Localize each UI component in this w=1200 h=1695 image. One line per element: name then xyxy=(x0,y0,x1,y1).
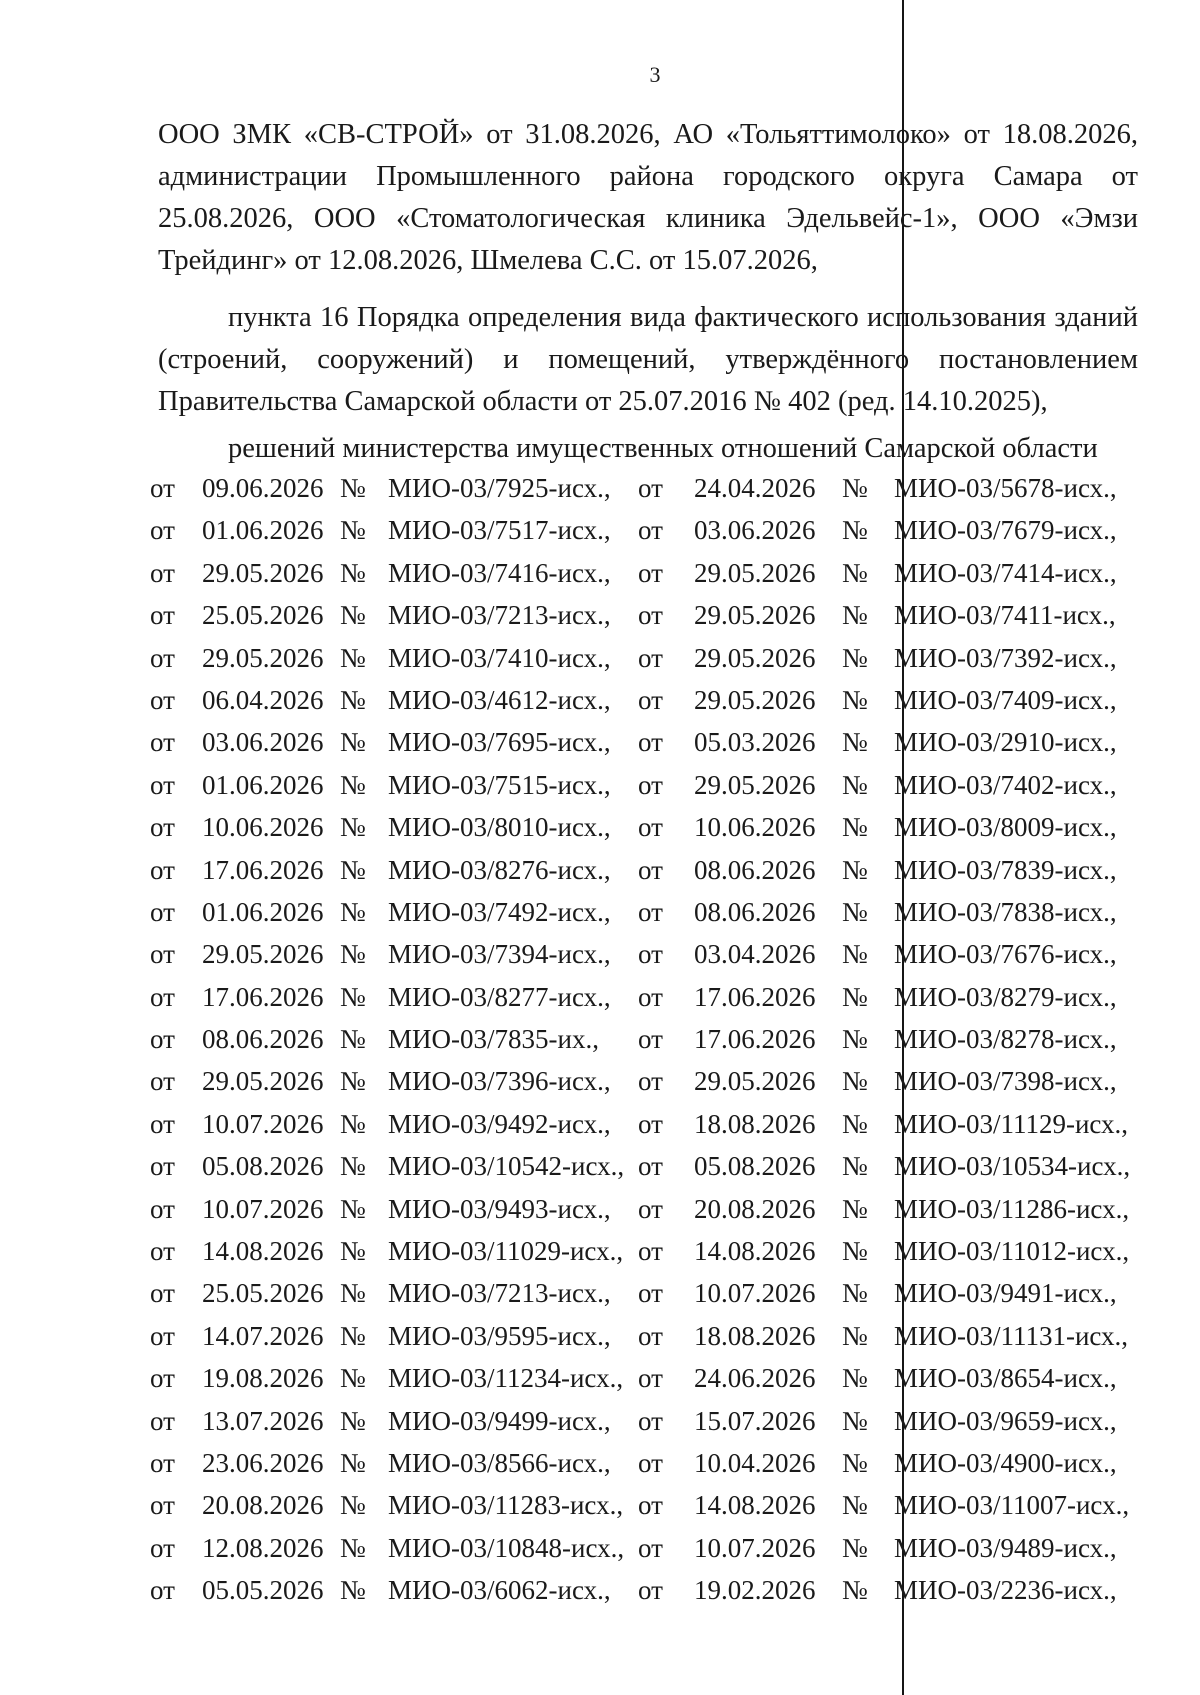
ref-date-first: 05.05.2026 xyxy=(202,1575,324,1606)
ref-from-label: от xyxy=(150,854,175,885)
ref-date-first: 25.05.2026 xyxy=(202,600,324,631)
ref-from-label: от xyxy=(150,939,175,970)
ref-number-sign: № xyxy=(340,981,366,1012)
ref-date-second: 05.08.2026 xyxy=(694,1151,816,1182)
ref-date-first: 10.07.2026 xyxy=(202,1108,324,1139)
reference-row xyxy=(150,1527,1140,1569)
ref-date-second: 29.05.2026 xyxy=(694,1066,816,1097)
ref-from-label: от xyxy=(150,1320,175,1351)
ref-doc-number-second: МИО-03/7414-исх., xyxy=(894,557,1117,588)
ref-number-sign: № xyxy=(340,1024,366,1055)
ref-number-sign: № xyxy=(340,1532,366,1563)
reference-row xyxy=(150,1569,1140,1611)
ref-from-label: от xyxy=(150,684,175,715)
ref-from-label: от xyxy=(150,1532,175,1563)
ref-from-label: от xyxy=(638,769,663,800)
ref-doc-number-second: МИО-03/7839-исх., xyxy=(894,854,1117,885)
ref-date-second: 05.03.2026 xyxy=(694,727,816,758)
ref-number-sign: № xyxy=(842,939,868,970)
ref-number-sign: № xyxy=(340,1320,366,1351)
ref-doc-number-first: МИО-03/9499-исх., xyxy=(388,1405,611,1436)
ref-from-label: от xyxy=(150,1575,175,1606)
ref-from-label: от xyxy=(638,1490,663,1521)
ref-number-sign: № xyxy=(340,854,366,885)
reference-row xyxy=(150,1315,1140,1357)
ref-doc-number-first: МИО-03/7695-исх., xyxy=(388,727,611,758)
ref-from-label: от xyxy=(638,684,663,715)
ref-date-second: 17.06.2026 xyxy=(694,981,816,1012)
ref-date-first: 01.06.2026 xyxy=(202,769,324,800)
ref-doc-number-second: МИО-03/7838-исх., xyxy=(894,896,1117,927)
ref-date-first: 17.06.2026 xyxy=(202,981,324,1012)
ref-doc-number-first: МИО-03/7394-исх., xyxy=(388,939,611,970)
ref-doc-number-first: МИО-03/7396-исх., xyxy=(388,1066,611,1097)
ref-doc-number-second: МИО-03/9489-исх., xyxy=(894,1532,1117,1563)
ref-date-second: 20.08.2026 xyxy=(694,1193,816,1224)
ref-doc-number-second: МИО-03/2236-исх., xyxy=(894,1575,1117,1606)
ref-date-first: 17.06.2026 xyxy=(202,854,324,885)
ref-doc-number-first: МИО-03/9492-исх., xyxy=(388,1108,611,1139)
ref-number-sign: № xyxy=(842,1278,868,1309)
ref-from-label: от xyxy=(150,812,175,843)
ref-number-sign: № xyxy=(340,1278,366,1309)
paragraph-decisions-intro xyxy=(158,428,1138,470)
ref-doc-number-first: МИО-03/7492-исх., xyxy=(388,896,611,927)
ref-number-sign: № xyxy=(842,1024,868,1055)
ref-doc-number-second: МИО-03/8654-исх., xyxy=(894,1363,1117,1394)
ref-date-second: 29.05.2026 xyxy=(694,769,816,800)
ref-doc-number-first: МИО-03/7835-их., xyxy=(388,1024,599,1055)
ref-number-sign: № xyxy=(842,1066,868,1097)
ref-date-second: 15.07.2026 xyxy=(694,1405,816,1436)
ref-from-label: от xyxy=(638,1447,663,1478)
ref-date-first: 06.04.2026 xyxy=(202,684,324,715)
reference-row xyxy=(150,1357,1140,1399)
ref-from-label: от xyxy=(638,1532,663,1563)
ref-number-sign: № xyxy=(842,515,868,546)
ref-doc-number-second: МИО-03/7411-исх., xyxy=(894,600,1116,631)
ref-date-second: 03.04.2026 xyxy=(694,939,816,970)
ref-date-first: 01.06.2026 xyxy=(202,515,324,546)
ref-from-label: от xyxy=(638,1193,663,1224)
ref-date-second: 08.06.2026 xyxy=(694,896,816,927)
ref-date-second: 17.06.2026 xyxy=(694,1024,816,1055)
ref-number-sign: № xyxy=(842,600,868,631)
ref-from-label: от xyxy=(150,1236,175,1267)
ref-date-first: 25.05.2026 xyxy=(202,1278,324,1309)
ref-from-label: от xyxy=(638,1405,663,1436)
ref-number-sign: № xyxy=(340,1236,366,1267)
ref-number-sign: № xyxy=(340,642,366,673)
ref-doc-number-first: МИО-03/7925-исх., xyxy=(388,473,611,503)
ref-date-second: 29.05.2026 xyxy=(694,600,816,631)
ref-doc-number-second: МИО-03/7409-исх., xyxy=(894,684,1117,715)
reference-row xyxy=(150,806,1140,848)
ref-number-sign: № xyxy=(842,1447,868,1478)
ref-from-label: от xyxy=(638,981,663,1012)
ref-date-first: 03.06.2026 xyxy=(202,727,324,758)
ref-date-second: 14.08.2026 xyxy=(694,1490,816,1521)
ref-date-first: 13.07.2026 xyxy=(202,1405,324,1436)
ref-from-label: от xyxy=(150,515,175,546)
ref-date-first: 29.05.2026 xyxy=(202,642,324,673)
ref-date-first: 14.07.2026 xyxy=(202,1320,324,1351)
paragraph-text: ООО ЗМК «СВ-СТРОЙ» от 31.08.2026, АО «Тольяттимолоко» от 18.08.2026, администрации Промышленного района городского округа Самара от 25.08.2026, ООО «Стоматологическая клиника Эдельвейс-1», ООО «Эмзи Трейдинг» от 12.08.2026, Шмелева С.С. от 15.07.2026, xyxy=(158,119,1138,276)
ref-from-label: от xyxy=(638,1236,663,1267)
ref-number-sign: № xyxy=(842,642,868,673)
reference-row xyxy=(150,1103,1140,1145)
ref-doc-number-first: МИО-03/7213-исх., xyxy=(388,600,611,631)
ref-date-second: 19.02.2026 xyxy=(694,1575,816,1606)
ref-from-label: от xyxy=(150,1193,175,1224)
decision-reference-list xyxy=(150,467,1140,1612)
ref-doc-number-second: МИО-03/11131-исх., xyxy=(894,1320,1129,1351)
ref-date-first: 29.05.2026 xyxy=(202,939,324,970)
ref-from-label: от xyxy=(638,557,663,588)
ref-number-sign: № xyxy=(842,1405,868,1436)
ref-from-label: от xyxy=(150,1024,175,1055)
reference-row xyxy=(150,1484,1140,1526)
ref-number-sign: № xyxy=(842,981,868,1012)
reference-row xyxy=(150,467,1140,509)
ref-number-sign: № xyxy=(340,473,366,503)
ref-doc-number-first: МИО-03/11234-исх., xyxy=(388,1363,624,1394)
ref-number-sign: № xyxy=(340,1575,366,1606)
ref-date-first: 29.05.2026 xyxy=(202,1066,324,1097)
ref-doc-number-first: МИО-03/11283-исх., xyxy=(388,1490,624,1521)
ref-doc-number-second: МИО-03/8278-исх., xyxy=(894,1024,1117,1055)
ref-from-label: от xyxy=(150,600,175,631)
ref-number-sign: № xyxy=(842,812,868,843)
ref-from-label: от xyxy=(150,1363,175,1394)
ref-number-sign: № xyxy=(340,1490,366,1521)
ref-date-first: 23.06.2026 xyxy=(202,1447,324,1478)
ref-from-label: от xyxy=(150,1490,175,1521)
ref-from-label: от xyxy=(150,642,175,673)
ref-doc-number-first: МИО-03/10542-исх., xyxy=(388,1151,625,1182)
ref-number-sign: № xyxy=(340,1193,366,1224)
page-number: 3 xyxy=(649,62,661,87)
ref-from-label: от xyxy=(150,981,175,1012)
ref-date-second: 10.07.2026 xyxy=(694,1532,816,1563)
ref-doc-number-second: МИО-03/9659-исх., xyxy=(894,1405,1117,1436)
ref-number-sign: № xyxy=(340,557,366,588)
ref-date-first: 10.06.2026 xyxy=(202,812,324,843)
ref-doc-number-second: МИО-03/7398-исх., xyxy=(894,1066,1117,1097)
ref-doc-number-first: МИО-03/8010-исх., xyxy=(388,812,611,843)
reference-row xyxy=(150,594,1140,636)
ref-date-second: 29.05.2026 xyxy=(694,557,816,588)
ref-from-label: от xyxy=(638,1320,663,1351)
ref-number-sign: № xyxy=(842,557,868,588)
ref-date-first: 01.06.2026 xyxy=(202,896,324,927)
paragraph-applicants xyxy=(158,114,1138,282)
ref-number-sign: № xyxy=(842,1108,868,1139)
ref-date-second: 29.05.2026 xyxy=(694,684,816,715)
ref-number-sign: № xyxy=(842,1193,868,1224)
ref-date-first: 05.08.2026 xyxy=(202,1151,324,1182)
ref-doc-number-second: МИО-03/7402-исх., xyxy=(894,769,1117,800)
ref-from-label: от xyxy=(638,896,663,927)
paragraph-text: решений министерства имущественных отношений Самарской области xyxy=(228,433,1098,464)
ref-from-label: от xyxy=(150,896,175,927)
ref-date-second: 10.04.2026 xyxy=(694,1447,816,1478)
reference-row xyxy=(150,891,1140,933)
ref-doc-number-first: МИО-03/9493-исх., xyxy=(388,1193,611,1224)
ref-doc-number-second: МИО-03/2910-исх., xyxy=(894,727,1117,758)
ref-number-sign: № xyxy=(842,896,868,927)
ref-doc-number-second: МИО-03/4900-исх., xyxy=(894,1447,1117,1478)
ref-from-label: от xyxy=(638,1363,663,1394)
reference-row xyxy=(150,721,1140,763)
ref-doc-number-second: МИО-03/7676-исх., xyxy=(894,939,1117,970)
ref-number-sign: № xyxy=(340,600,366,631)
reference-row xyxy=(150,552,1140,594)
ref-date-second: 18.08.2026 xyxy=(694,1320,816,1351)
ref-number-sign: № xyxy=(340,812,366,843)
ref-from-label: от xyxy=(150,1447,175,1478)
reference-row xyxy=(150,849,1140,891)
ref-from-label: от xyxy=(638,1575,663,1606)
ref-doc-number-second: МИО-03/5678-исх., xyxy=(894,473,1117,503)
ref-number-sign: № xyxy=(340,1066,366,1097)
ref-date-second: 03.06.2026 xyxy=(694,515,816,546)
ref-from-label: от xyxy=(638,515,663,546)
ref-doc-number-first: МИО-03/7515-исх., xyxy=(388,769,611,800)
ref-from-label: от xyxy=(150,1151,175,1182)
ref-doc-number-first: МИО-03/4612-исх., xyxy=(388,684,611,715)
ref-date-first: 19.08.2026 xyxy=(202,1363,324,1394)
ref-from-label: от xyxy=(150,473,175,503)
ref-date-second: 24.04.2026 xyxy=(694,473,816,503)
ref-doc-number-first: МИО-03/8276-исх., xyxy=(388,854,611,885)
ref-date-first: 12.08.2026 xyxy=(202,1532,324,1563)
ref-date-first: 10.07.2026 xyxy=(202,1193,324,1224)
ref-number-sign: № xyxy=(842,473,868,503)
ref-from-label: от xyxy=(150,1108,175,1139)
reference-row xyxy=(150,933,1140,975)
ref-number-sign: № xyxy=(842,684,868,715)
ref-doc-number-second: МИО-03/9491-исх., xyxy=(894,1278,1117,1309)
ref-date-second: 18.08.2026 xyxy=(694,1108,816,1139)
ref-from-label: от xyxy=(638,1278,663,1309)
reference-row xyxy=(150,1018,1140,1060)
ref-number-sign: № xyxy=(340,727,366,758)
ref-from-label: от xyxy=(638,1108,663,1139)
reference-row xyxy=(150,509,1140,551)
paragraph-text: пункта 16 Порядка определения вида фактического использования зданий (строений, сооружений) и помещений, утверждённого постановлением Правительства Самарской области от 25.07.2016 № 402 (ред. 14.10.2025), xyxy=(158,302,1138,417)
ref-date-first: 09.06.2026 xyxy=(202,473,324,503)
ref-number-sign: № xyxy=(842,1320,868,1351)
reference-row xyxy=(150,1145,1140,1187)
ref-number-sign: № xyxy=(842,854,868,885)
paragraph-regulation xyxy=(158,297,1138,423)
ref-number-sign: № xyxy=(842,1575,868,1606)
ref-from-label: от xyxy=(150,557,175,588)
ref-doc-number-second: МИО-03/11129-исх., xyxy=(894,1108,1129,1139)
reference-row xyxy=(150,1188,1140,1230)
ref-number-sign: № xyxy=(340,769,366,800)
ref-doc-number-second: МИО-03/7679-исх., xyxy=(894,515,1117,546)
ref-from-label: от xyxy=(638,600,663,631)
ref-doc-number-second: МИО-03/8279-исх., xyxy=(894,981,1117,1012)
ref-number-sign: № xyxy=(842,1236,868,1267)
ref-date-first: 29.05.2026 xyxy=(202,557,324,588)
ref-doc-number-first: МИО-03/7517-исх., xyxy=(388,515,611,546)
ref-from-label: от xyxy=(150,1405,175,1436)
ref-number-sign: № xyxy=(842,727,868,758)
ref-date-second: 10.07.2026 xyxy=(694,1278,816,1309)
ref-doc-number-second: МИО-03/8009-исх., xyxy=(894,812,1117,843)
ref-date-second: 14.08.2026 xyxy=(694,1236,816,1267)
ref-number-sign: № xyxy=(340,896,366,927)
ref-number-sign: № xyxy=(340,515,366,546)
ref-date-first: 08.06.2026 xyxy=(202,1024,324,1055)
reference-row xyxy=(150,764,1140,806)
ref-number-sign: № xyxy=(842,1490,868,1521)
ref-doc-number-first: МИО-03/7416-исх., xyxy=(388,557,611,588)
ref-date-second: 29.05.2026 xyxy=(694,642,816,673)
ref-date-second: 24.06.2026 xyxy=(694,1363,816,1394)
reference-row xyxy=(150,679,1140,721)
reference-row xyxy=(150,1060,1140,1102)
reference-row xyxy=(150,976,1140,1018)
ref-from-label: от xyxy=(150,769,175,800)
ref-from-label: от xyxy=(638,642,663,673)
ref-number-sign: № xyxy=(340,1363,366,1394)
ref-number-sign: № xyxy=(340,1447,366,1478)
ref-number-sign: № xyxy=(340,1405,366,1436)
ref-from-label: от xyxy=(638,854,663,885)
ref-number-sign: № xyxy=(340,939,366,970)
ref-from-label: от xyxy=(150,1066,175,1097)
ref-number-sign: № xyxy=(340,684,366,715)
ref-doc-number-first: МИО-03/11029-исх., xyxy=(388,1236,624,1267)
ref-number-sign: № xyxy=(842,769,868,800)
ref-doc-number-first: МИО-03/8566-исх., xyxy=(388,1447,611,1478)
ref-number-sign: № xyxy=(340,1108,366,1139)
ref-doc-number-second: МИО-03/11012-исх., xyxy=(894,1236,1130,1267)
ref-doc-number-second: МИО-03/10534-исх., xyxy=(894,1151,1131,1182)
ref-doc-number-first: МИО-03/9595-исх., xyxy=(388,1320,611,1351)
ref-date-first: 20.08.2026 xyxy=(202,1490,324,1521)
ref-from-label: от xyxy=(638,1066,663,1097)
ref-from-label: от xyxy=(638,939,663,970)
ref-number-sign: № xyxy=(842,1363,868,1394)
ref-doc-number-first: МИО-03/8277-исх., xyxy=(388,981,611,1012)
reference-row xyxy=(150,1400,1140,1442)
ref-date-second: 10.06.2026 xyxy=(694,812,816,843)
ref-from-label: от xyxy=(150,727,175,758)
ref-from-label: от xyxy=(638,1024,663,1055)
ref-doc-number-second: МИО-03/7392-исх., xyxy=(894,642,1117,673)
reference-row xyxy=(150,1442,1140,1484)
ref-number-sign: № xyxy=(340,1151,366,1182)
ref-doc-number-second: МИО-03/11007-исх., xyxy=(894,1490,1130,1521)
ref-from-label: от xyxy=(638,812,663,843)
ref-date-second: 08.06.2026 xyxy=(694,854,816,885)
reference-row xyxy=(150,1272,1140,1314)
ref-from-label: от xyxy=(638,727,663,758)
ref-number-sign: № xyxy=(842,1151,868,1182)
reference-row xyxy=(150,637,1140,679)
ref-from-label: от xyxy=(638,1151,663,1182)
ref-from-label: от xyxy=(150,1278,175,1309)
ref-doc-number-first: МИО-03/7410-исх., xyxy=(388,642,611,673)
ref-doc-number-first: МИО-03/10848-исх., xyxy=(388,1532,625,1563)
ref-number-sign: № xyxy=(842,1532,868,1563)
ref-doc-number-second: МИО-03/11286-исх., xyxy=(894,1193,1130,1224)
ref-doc-number-first: МИО-03/6062-исх., xyxy=(388,1575,611,1606)
ref-date-first: 14.08.2026 xyxy=(202,1236,324,1267)
ref-doc-number-first: МИО-03/7213-исх., xyxy=(388,1278,611,1309)
ref-from-label: от xyxy=(638,473,663,503)
reference-row xyxy=(150,1230,1140,1272)
